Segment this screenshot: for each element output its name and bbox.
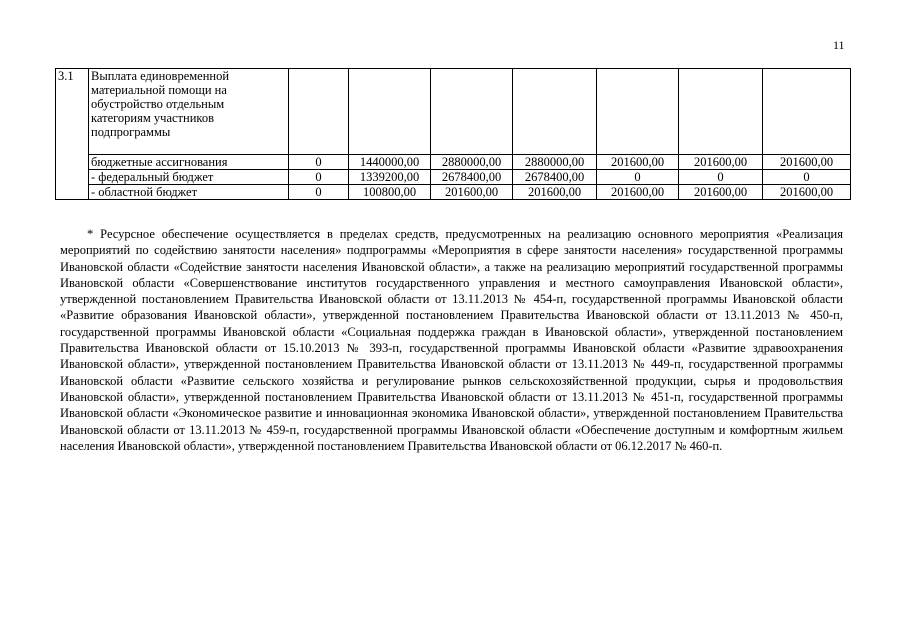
table-cell bbox=[763, 69, 851, 155]
row-label: бюджетные ассигнования bbox=[89, 155, 289, 170]
table-cell: 2880000,00 bbox=[431, 155, 513, 170]
table-cell bbox=[431, 69, 513, 155]
table-cell bbox=[349, 69, 431, 155]
table-cell: 201600,00 bbox=[679, 155, 763, 170]
table-cell: 201600,00 bbox=[431, 185, 513, 200]
table-cell: 201600,00 bbox=[679, 185, 763, 200]
footnote-paragraph: * Ресурсное обеспечение осуществляется в пределах средств, предусмотренных на реализацию основного мероприятия «Реализация мероприятий по содействию занятости населения» подпрограммы «Мероприятия в сфере занятости населения» государственной программы Ивановской области «Содействие занятости населения Ивановской области», а также на реализацию мероприятий государственной программы Ивановской области «Совершенствование институтов государственного управления и местного самоуправления Ивановской области», утвержденной постановлением Правительства Ивановской области от 13.11.2013 № 454-п, государственной программы Ивановской области «Развитие образования Ивановской области», утвержденной постановлением Правительства Ивановской области от 13.11.2013 № 450-п, государственной программы Ивановской области «Социальная поддержка граждан в Ивановской области», утвержденной постановлением Правительства Ивановской области от 15.10.2013 № 393-п, государственной программы Ивановской области «Развитие здравоохранения Ивановской области», утвержденной постановлением Правительства Ивановской области от 13.11.2013 № 449-п, государственной программы Ивановской области «Развитие сельского хозяйства и регулирование рынков сельскохозяйственной продукции, сырья и продовольствия Ивановской области», утвержденной постановлением Правительства Ивановской области от 13.11.2013 № 451-п, государственной программы Ивановской области «Экономическое развитие и инновационная экономика Ивановской области», утвержденной постановлением Правительства Ивановской области от 13.11.2013 № 459-п, государственной программы Ивановской области «Обеспечение доступным и комфортным жильем населения Ивановской области», утвержденной постановлением Правительства Ивановской области от 06.12.2017 № 460-п. bbox=[60, 227, 843, 453]
table-cell bbox=[289, 69, 349, 155]
table-cell: 0 bbox=[679, 170, 763, 185]
table-row bbox=[56, 170, 851, 185]
item-index: 3.1 bbox=[56, 69, 89, 200]
table-cell: 0 bbox=[763, 170, 851, 185]
table-cell: 201600,00 bbox=[513, 185, 597, 200]
table-cell bbox=[679, 69, 763, 155]
table-cell: 201600,00 bbox=[763, 155, 851, 170]
table-cell: 201600,00 bbox=[597, 155, 679, 170]
table-cell: 0 bbox=[289, 155, 349, 170]
table-cell: 100800,00 bbox=[349, 185, 431, 200]
table-cell: 0 bbox=[597, 170, 679, 185]
table-cell: 1339200,00 bbox=[349, 170, 431, 185]
table-cell: 201600,00 bbox=[763, 185, 851, 200]
budget-table bbox=[55, 68, 851, 200]
table-row-item bbox=[56, 69, 851, 155]
item-title: Выплата единовременной материальной помощи на обустройство отдельным категориям участников подпрограммы bbox=[89, 69, 289, 155]
row-label: - областной бюджет bbox=[89, 185, 289, 200]
row-label: - федеральный бюджет bbox=[89, 170, 289, 185]
table-cell: 2678400,00 bbox=[431, 170, 513, 185]
table-cell bbox=[597, 69, 679, 155]
table-row bbox=[56, 185, 851, 200]
table-cell: 0 bbox=[289, 185, 349, 200]
table-cell: 2880000,00 bbox=[513, 155, 597, 170]
table-cell bbox=[513, 69, 597, 155]
table-cell: 201600,00 bbox=[597, 185, 679, 200]
table-cell: 2678400,00 bbox=[513, 170, 597, 185]
table-cell: 0 bbox=[289, 170, 349, 185]
page-number: 11 bbox=[833, 38, 845, 52]
table-row bbox=[56, 155, 851, 170]
table-cell: 1440000,00 bbox=[349, 155, 431, 170]
